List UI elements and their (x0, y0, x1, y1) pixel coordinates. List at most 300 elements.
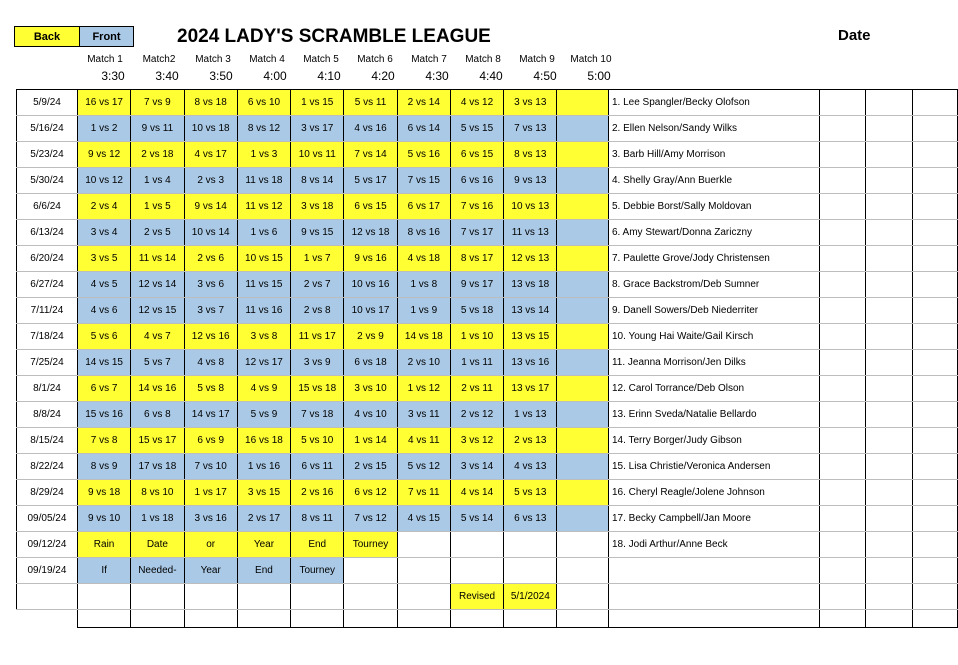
match-cell: 2 vs 18 (131, 142, 184, 168)
team-cell: 5. Debbie Borst/Sally Moldovan (608, 194, 819, 220)
team-cell: 12. Carol Torrance/Deb Olson (608, 376, 819, 402)
match-cell (557, 506, 609, 532)
match-cell: 10 vs 13 (504, 194, 557, 220)
match-cell: 3 vs 15 (237, 480, 290, 506)
match-cell: 1 vs 13 (504, 402, 557, 428)
match-cell: 12 vs 17 (237, 350, 290, 376)
match-cell: 9 vs 13 (504, 168, 557, 194)
match-cell: 1 vs 10 (450, 324, 503, 350)
match-cell (557, 272, 609, 298)
back-tab[interactable]: Back (14, 26, 80, 47)
date-cell: 7/18/24 (17, 324, 78, 350)
match-cell: 12 vs 14 (131, 272, 184, 298)
team-cell: 15. Lisa Christie/Veronica Andersen (608, 454, 819, 480)
match-time: 4:00 (263, 69, 287, 83)
match-cell (504, 558, 557, 584)
match-header: Match 5 (303, 54, 339, 65)
date-cell: 5/16/24 (17, 116, 78, 142)
match-cell (557, 350, 609, 376)
match-cell: 15 vs 18 (291, 376, 344, 402)
match-cell: 10 vs 17 (344, 298, 397, 324)
match-cell: 2 vs 13 (504, 428, 557, 454)
blank-cell (819, 376, 866, 402)
blank-cell (913, 350, 958, 376)
match-cell: 4 vs 12 (450, 90, 503, 116)
match-cell: 11 vs 17 (291, 324, 344, 350)
match-cell: 2 vs 17 (237, 506, 290, 532)
blank-cell (913, 194, 958, 220)
blank-cell (913, 272, 958, 298)
match-cell: 1 vs 11 (450, 350, 503, 376)
match-cell: 5 vs 13 (504, 480, 557, 506)
match-time: 4:10 (317, 69, 341, 83)
blank-cell (819, 220, 866, 246)
table-row (17, 480, 958, 506)
match-cell: 9 vs 18 (77, 480, 130, 506)
date-cell: 09/19/24 (17, 558, 78, 584)
blank-cell (866, 480, 913, 506)
match-cell: End (237, 558, 290, 584)
match-cell: 2 vs 7 (291, 272, 344, 298)
blank-cell (913, 168, 958, 194)
match-cell: 13 vs 17 (504, 376, 557, 402)
match-header: Match2 (142, 54, 176, 65)
match-cell: 15 vs 16 (77, 402, 130, 428)
match-cell: 12 vs 18 (344, 220, 397, 246)
blank-cell (819, 610, 866, 628)
team-cell: 10. Young Hai Waite/Gail Kirsch (608, 324, 819, 350)
match-cell: 11 vs 12 (237, 194, 290, 220)
blank-cell (344, 610, 397, 628)
match-cell: 17 vs 18 (131, 454, 184, 480)
match-cell (557, 142, 609, 168)
table-row (17, 558, 958, 584)
match-cell (557, 246, 609, 272)
match-cell: 6 vs 8 (131, 402, 184, 428)
table-row (17, 246, 958, 272)
blank-cell (913, 220, 958, 246)
date-cell: 8/29/24 (17, 480, 78, 506)
match-cell: 1 vs 15 (291, 90, 344, 116)
empty-row (17, 610, 958, 628)
match-header: Match 7 (411, 54, 447, 65)
match-cell: 8 vs 12 (237, 116, 290, 142)
table-row (17, 272, 958, 298)
team-cell: 6. Amy Stewart/Donna Zariczny (608, 220, 819, 246)
match-cell: 7 vs 10 (184, 454, 237, 480)
table-row (17, 90, 958, 116)
match-cell: 6 vs 18 (344, 350, 397, 376)
match-cell: 4 vs 11 (397, 428, 450, 454)
match-cell: 5 vs 18 (450, 298, 503, 324)
match-time: 4:20 (371, 69, 395, 83)
schedule-table (16, 89, 958, 628)
team-cell: 14. Terry Borger/Judy Gibson (608, 428, 819, 454)
match-cell: 10 vs 12 (77, 168, 130, 194)
match-cell: 4 vs 17 (184, 142, 237, 168)
blank-cell (866, 324, 913, 350)
match-time: 5:00 (587, 69, 611, 83)
match-cell: 4 vs 16 (344, 116, 397, 142)
match-cell: 7 vs 8 (77, 428, 130, 454)
match-cell: 2 vs 15 (344, 454, 397, 480)
blank-cell (291, 584, 344, 610)
match-cell: 2 vs 16 (291, 480, 344, 506)
blank-cell (77, 584, 130, 610)
match-cell: 6 vs 10 (237, 90, 290, 116)
match-cell (557, 298, 609, 324)
match-cell: 3 vs 12 (450, 428, 503, 454)
match-cell: Needed- (131, 558, 184, 584)
match-cell: 7 vs 15 (397, 168, 450, 194)
match-cell (450, 558, 503, 584)
team-cell (608, 558, 819, 584)
blank-cell (913, 532, 958, 558)
blank-cell (866, 142, 913, 168)
match-cell: 6 vs 15 (344, 194, 397, 220)
match-cell: 3 vs 16 (184, 506, 237, 532)
blank-cell (819, 428, 866, 454)
match-cell: 3 vs 11 (397, 402, 450, 428)
date-cell: 6/27/24 (17, 272, 78, 298)
match-cell: 5 vs 17 (344, 168, 397, 194)
table-row (17, 116, 958, 142)
table-row (17, 194, 958, 220)
match-cell: Year (237, 532, 290, 558)
match-cell: 7 vs 18 (291, 402, 344, 428)
date-cell: 5/23/24 (17, 142, 78, 168)
match-cell: 11 vs 15 (237, 272, 290, 298)
match-cell (557, 168, 609, 194)
match-cell: 4 vs 18 (397, 246, 450, 272)
blank-cell (17, 584, 78, 610)
match-cell: 3 vs 17 (291, 116, 344, 142)
match-header: Match 10 (570, 54, 612, 65)
match-cell (557, 116, 609, 142)
match-cell: 6 vs 17 (397, 194, 450, 220)
blank-cell (819, 90, 866, 116)
match-cell: 7 vs 16 (450, 194, 503, 220)
blank-cell (866, 454, 913, 480)
match-cell: 6 vs 11 (291, 454, 344, 480)
date-label: Date (838, 27, 871, 44)
match-cell (557, 558, 609, 584)
match-cell: Tourney (344, 532, 397, 558)
match-cell (557, 220, 609, 246)
blank-cell (184, 584, 237, 610)
match-cell: 11 vs 18 (237, 168, 290, 194)
match-cell: 1 vs 17 (184, 480, 237, 506)
match-cell: 5 vs 6 (77, 324, 130, 350)
match-time: 4:40 (479, 69, 503, 83)
table-row (17, 376, 958, 402)
match-cell: 2 vs 9 (344, 324, 397, 350)
table-row (17, 298, 958, 324)
blank-cell (866, 350, 913, 376)
blank-cell (913, 376, 958, 402)
match-cell: 8 vs 11 (291, 506, 344, 532)
match-cell (450, 532, 503, 558)
date-cell: 5/30/24 (17, 168, 78, 194)
blank-cell (291, 610, 344, 628)
match-cell: 4 vs 9 (237, 376, 290, 402)
match-cell: 4 vs 6 (77, 298, 130, 324)
blank-cell (819, 194, 866, 220)
match-cell: 3 vs 6 (184, 272, 237, 298)
match-cell: 1 vs 5 (131, 194, 184, 220)
match-cell: 3 vs 9 (291, 350, 344, 376)
match-cell: 1 vs 14 (344, 428, 397, 454)
match-cell: 4 vs 7 (131, 324, 184, 350)
match-cell: 9 vs 10 (77, 506, 130, 532)
blank-cell (557, 584, 609, 610)
revised-label: Revised (450, 584, 503, 610)
match-cell: 12 vs 15 (131, 298, 184, 324)
match-time: 3:50 (209, 69, 233, 83)
match-cell: 11 vs 13 (504, 220, 557, 246)
table-row (17, 220, 958, 246)
match-cell: 5 vs 10 (291, 428, 344, 454)
table-row (17, 402, 958, 428)
date-cell: 8/8/24 (17, 402, 78, 428)
match-cell (344, 558, 397, 584)
match-cell: 8 vs 9 (77, 454, 130, 480)
date-cell: 7/11/24 (17, 298, 78, 324)
team-cell: 17. Becky Campbell/Jan Moore (608, 506, 819, 532)
match-cell: 7 vs 14 (344, 142, 397, 168)
match-cell: 6 vs 16 (450, 168, 503, 194)
match-cell: 9 vs 16 (344, 246, 397, 272)
match-cell: 1 vs 18 (131, 506, 184, 532)
blank-cell (913, 558, 958, 584)
blank-cell (819, 272, 866, 298)
match-cell: Rain (77, 532, 130, 558)
blank-cell (608, 584, 819, 610)
date-cell: 5/9/24 (17, 90, 78, 116)
blank-cell (557, 610, 609, 628)
match-cell: 2 vs 10 (397, 350, 450, 376)
match-cell: 10 vs 15 (237, 246, 290, 272)
match-cell: 2 vs 4 (77, 194, 130, 220)
blank-cell (913, 324, 958, 350)
blank-cell (913, 246, 958, 272)
match-cell: 2 vs 6 (184, 246, 237, 272)
team-cell: 3. Barb Hill/Amy Morrison (608, 142, 819, 168)
match-header: Match 6 (357, 54, 393, 65)
team-cell: 9. Danell Sowers/Deb Niederriter (608, 298, 819, 324)
match-cell: 5 vs 14 (450, 506, 503, 532)
match-cell: 4 vs 15 (397, 506, 450, 532)
front-tab[interactable]: Front (79, 26, 134, 47)
blank-cell (819, 480, 866, 506)
blank-cell (344, 584, 397, 610)
match-cell: 6 vs 12 (344, 480, 397, 506)
team-cell: 1. Lee Spangler/Becky Olofson (608, 90, 819, 116)
match-cell: 5 vs 16 (397, 142, 450, 168)
match-cell: 3 vs 5 (77, 246, 130, 272)
match-cell: 2 vs 3 (184, 168, 237, 194)
team-cell: 13. Erinn Sveda/Natalie Bellardo (608, 402, 819, 428)
date-cell: 09/12/24 (17, 532, 78, 558)
match-cell: 11 vs 16 (237, 298, 290, 324)
blank-cell (184, 610, 237, 628)
match-cell: 2 vs 8 (291, 298, 344, 324)
blank-cell (819, 402, 866, 428)
match-time: 4:50 (533, 69, 557, 83)
match-cell: 1 vs 9 (397, 298, 450, 324)
match-cell: 5 vs 7 (131, 350, 184, 376)
team-cell: 8. Grace Backstrom/Deb Sumner (608, 272, 819, 298)
blank-cell (819, 246, 866, 272)
date-cell: 6/20/24 (17, 246, 78, 272)
match-cell: 1 vs 7 (291, 246, 344, 272)
blank-cell (397, 610, 450, 628)
match-cell (557, 324, 609, 350)
match-cell: 1 vs 6 (237, 220, 290, 246)
match-cell: or (184, 532, 237, 558)
table-row (17, 454, 958, 480)
team-cell: 2. Ellen Nelson/Sandy Wilks (608, 116, 819, 142)
blank-cell (819, 116, 866, 142)
team-cell: 18. Jodi Arthur/Anne Beck (608, 532, 819, 558)
match-cell: 10 vs 18 (184, 116, 237, 142)
blank-cell (819, 506, 866, 532)
blank-cell (913, 90, 958, 116)
match-header: Match 8 (465, 54, 501, 65)
table-row (17, 428, 958, 454)
match-cell: 3 vs 4 (77, 220, 130, 246)
match-cell (504, 532, 557, 558)
match-cell: 1 vs 16 (237, 454, 290, 480)
match-cell (397, 558, 450, 584)
match-cell: Date (131, 532, 184, 558)
match-cell: 6 vs 13 (504, 506, 557, 532)
match-cell: 7 vs 9 (131, 90, 184, 116)
blank-cell (866, 246, 913, 272)
blank-cell (819, 168, 866, 194)
blank-cell (237, 610, 290, 628)
blank-cell (913, 116, 958, 142)
table-row (17, 324, 958, 350)
match-cell: 12 vs 16 (184, 324, 237, 350)
match-cell: 16 vs 17 (77, 90, 130, 116)
match-cell: 7 vs 17 (450, 220, 503, 246)
match-cell: 12 vs 13 (504, 246, 557, 272)
table-row (17, 168, 958, 194)
blank-cell (913, 454, 958, 480)
match-cell: End (291, 532, 344, 558)
match-cell: 9 vs 14 (184, 194, 237, 220)
match-cell (557, 480, 609, 506)
match-cell: 8 vs 17 (450, 246, 503, 272)
match-cell: 5 vs 9 (237, 402, 290, 428)
match-time: 3:40 (155, 69, 179, 83)
blank-cell (913, 480, 958, 506)
match-cell: Tourney (291, 558, 344, 584)
match-header: Match 9 (519, 54, 555, 65)
match-cell: 13 vs 15 (504, 324, 557, 350)
match-cell: 4 vs 14 (450, 480, 503, 506)
match-cell: 10 vs 16 (344, 272, 397, 298)
blank-cell (913, 142, 958, 168)
match-cell (557, 194, 609, 220)
blank-cell (866, 428, 913, 454)
revised-date: 5/1/2024 (504, 584, 557, 610)
blank-cell (866, 90, 913, 116)
blank-cell (866, 194, 913, 220)
blank-cell (866, 298, 913, 324)
table-row (17, 142, 958, 168)
match-cell: 10 vs 11 (291, 142, 344, 168)
match-cell: 4 vs 10 (344, 402, 397, 428)
blank-cell (819, 350, 866, 376)
team-cell: 7. Paulette Grove/Jody Christensen (608, 246, 819, 272)
match-cell: 6 vs 7 (77, 376, 130, 402)
match-cell: 7 vs 12 (344, 506, 397, 532)
date-cell: 7/25/24 (17, 350, 78, 376)
match-time: 3:30 (101, 69, 125, 83)
match-cell: 6 vs 14 (397, 116, 450, 142)
revised-row (17, 584, 958, 610)
blank-cell (913, 402, 958, 428)
match-cell: 8 vs 16 (397, 220, 450, 246)
match-cell: 11 vs 14 (131, 246, 184, 272)
match-cell: 5 vs 11 (344, 90, 397, 116)
match-cell (557, 402, 609, 428)
date-cell: 09/05/24 (17, 506, 78, 532)
match-cell: 3 vs 14 (450, 454, 503, 480)
match-cell: 1 vs 12 (397, 376, 450, 402)
blank-cell (450, 610, 503, 628)
match-cell: 3 vs 18 (291, 194, 344, 220)
match-cell: 16 vs 18 (237, 428, 290, 454)
blank-cell (819, 324, 866, 350)
match-cell (557, 428, 609, 454)
match-cell: 8 vs 14 (291, 168, 344, 194)
blank-cell (504, 610, 557, 628)
match-cell: 4 vs 5 (77, 272, 130, 298)
match-header: Match 1 (87, 54, 123, 65)
match-cell: 13 vs 16 (504, 350, 557, 376)
blank-cell (819, 142, 866, 168)
match-cell: 4 vs 13 (504, 454, 557, 480)
match-cell: 10 vs 14 (184, 220, 237, 246)
match-cell: 13 vs 18 (504, 272, 557, 298)
match-cell: 8 vs 13 (504, 142, 557, 168)
match-cell: 3 vs 13 (504, 90, 557, 116)
date-cell: 6/6/24 (17, 194, 78, 220)
page-title: 2024 LADY'S SCRAMBLE LEAGUE (177, 26, 491, 47)
blank-cell (819, 584, 866, 610)
match-cell: 3 vs 10 (344, 376, 397, 402)
match-cell: 5 vs 8 (184, 376, 237, 402)
team-cell: 4. Shelly Gray/Ann Buerkle (608, 168, 819, 194)
blank-cell (77, 610, 130, 628)
match-cell (397, 532, 450, 558)
match-header: Match 4 (249, 54, 285, 65)
blank-cell (866, 168, 913, 194)
match-cell: 2 vs 11 (450, 376, 503, 402)
blank-cell (237, 584, 290, 610)
date-cell: 8/15/24 (17, 428, 78, 454)
blank-cell (17, 610, 78, 628)
table-row (17, 506, 958, 532)
match-cell: 14 vs 16 (131, 376, 184, 402)
blank-cell (913, 610, 958, 628)
match-cell: 1 vs 8 (397, 272, 450, 298)
match-cell: 3 vs 7 (184, 298, 237, 324)
match-cell: 8 vs 18 (184, 90, 237, 116)
